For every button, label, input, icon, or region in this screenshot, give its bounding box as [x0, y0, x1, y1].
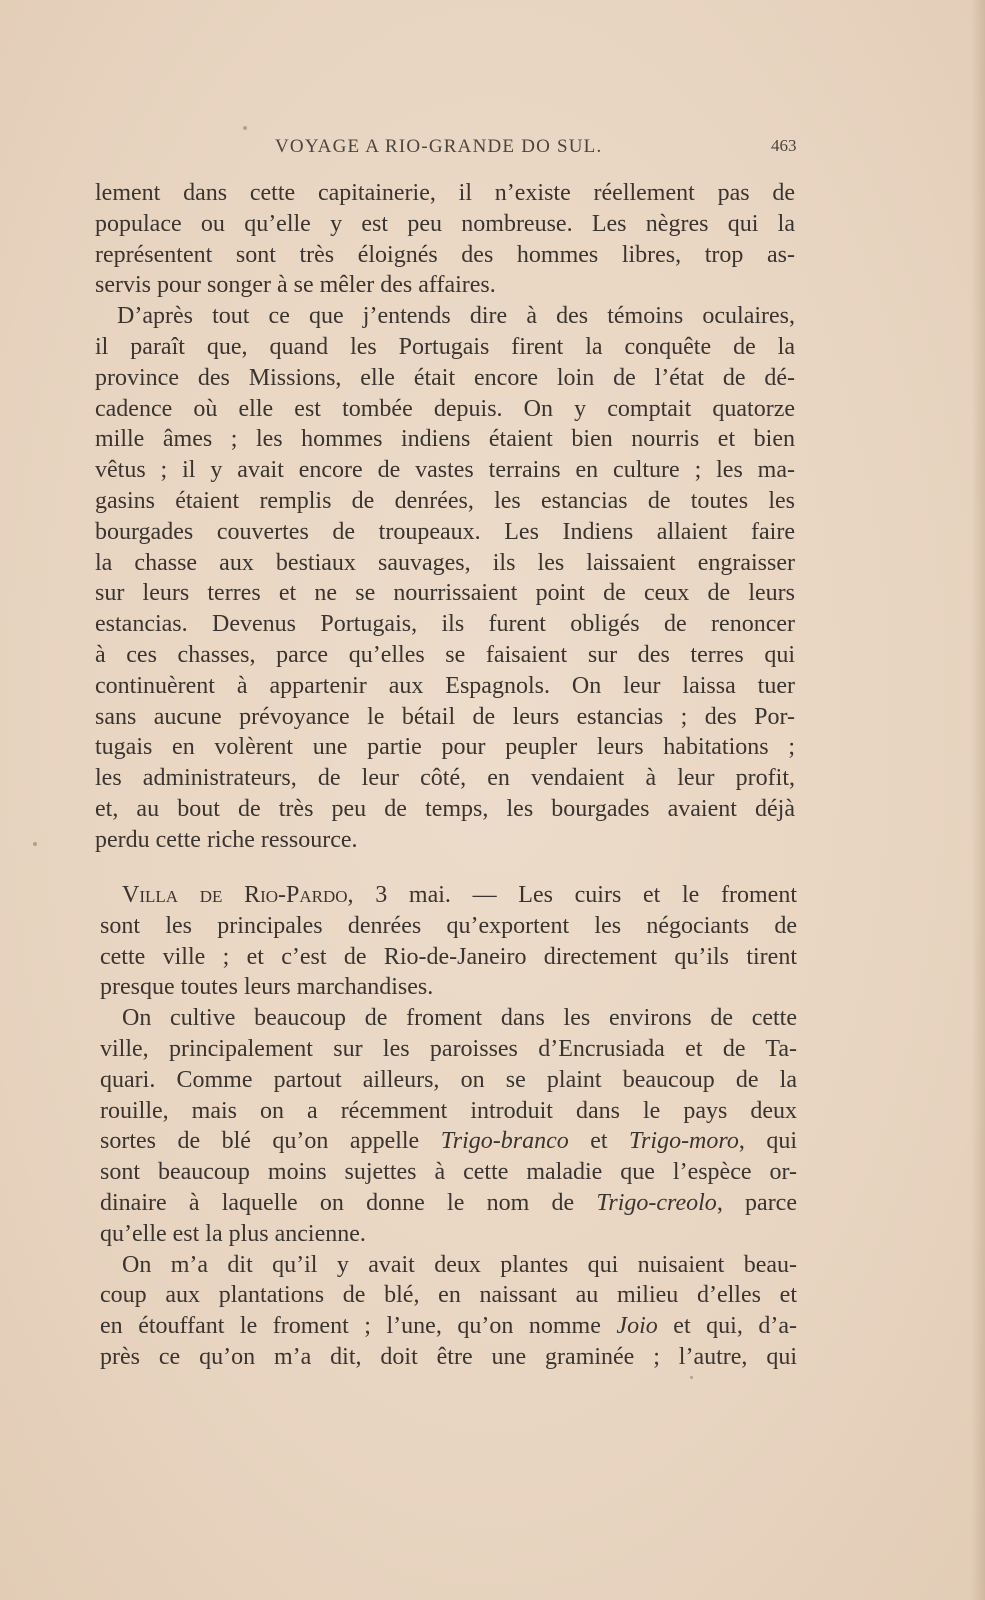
text-line: cette ville ; et c’est de Rio-de-Janeiro directement qu’ils tirent — [100, 943, 797, 970]
text-line — [100, 1126, 797, 1157]
text-line: ville, principalement sur les paroisses d’Encrusiada et de Ta- — [100, 1035, 797, 1062]
text-line: bourgades couvertes de troupeaux. Les Indiens allaient faire — [95, 518, 795, 545]
text-line: continuèrent à appartenir aux Espagnols. On leur laissa tuer — [95, 672, 795, 699]
text-run: , parce — [716, 1189, 797, 1216]
paragraph-2 — [95, 301, 795, 855]
text-run: et — [568, 1128, 630, 1155]
text-line: et, au bout de très peu de temps, les bourgades avaient déjà — [95, 795, 795, 822]
paper-speck — [690, 1376, 693, 1379]
text-line — [100, 1188, 797, 1219]
text-line: cadence où elle est tombée depuis. On y comptait quatorze — [95, 395, 795, 422]
text-line: gasins étaient remplis de denrées, les estancias de toutes les — [95, 487, 795, 514]
text-line: sans aucune prévoyance le bétail de leurs estancias ; des Por- — [95, 703, 795, 730]
paragraph-1 — [95, 178, 795, 301]
text-line: mille âmes ; les hommes indiens étaient bien nourris et bien — [95, 426, 795, 453]
text-line: près ce qu’on m’a dit, doit être une graminée ; l’autre, qui — [100, 1343, 797, 1370]
text-line: lement dans cette capitainerie, il n’existe réellement pas de — [95, 180, 795, 206]
text-line: tugais en volèrent une partie pour peupler leurs habitations ; — [95, 734, 795, 761]
plant-name: Joio — [616, 1313, 658, 1340]
text-line: quari. Comme partout ailleurs, on se plaint beaucoup de la — [100, 1066, 797, 1093]
text-line: D’après tout ce que j’entends dire à des témoins oculaires, — [117, 303, 795, 330]
text-line: coup aux plantations de blé, en naissant au milieu d’elles et — [100, 1282, 797, 1309]
paper-speck — [243, 126, 247, 130]
text-line: presque toutes leurs marchandises. — [100, 974, 434, 1001]
text-line: la chasse aux bestiaux sauvages, ils les laissaient engraisser — [95, 549, 795, 576]
text-line: sont beaucoup moins sujettes à cette maladie que l’espèce or- — [100, 1159, 797, 1186]
journal-entry — [100, 880, 797, 1003]
entry-place: Villa de Rio-Pardo — [122, 882, 348, 908]
text-line: On m’a dit qu’il y avait deux plantes qui nuisaient beau- — [122, 1251, 797, 1278]
text-line — [100, 880, 797, 911]
text-line: populace ou qu’elle y est peu nombreuse. Les nègres qui la — [95, 210, 795, 237]
paragraph-3 — [100, 1003, 797, 1249]
text-line: servis pour songer à se mêler des affaires. — [95, 272, 496, 299]
text-line — [100, 1311, 797, 1342]
species-name: Trigo-creolo — [596, 1189, 717, 1216]
text-line: perdu cette riche ressource. — [95, 826, 358, 853]
page-number: 463 — [771, 136, 797, 155]
text-run: en étouffant le froment ; l’une, qu’on nomme — [100, 1313, 617, 1340]
text-run: , qui — [738, 1128, 798, 1155]
text-line: les administrateurs, de leur côté, en vendaient à leur profit, — [95, 765, 795, 792]
text-line: il paraît que, quand les Portugais firent la conquête de la — [95, 333, 795, 360]
text-line: qu’elle est la plus ancienne. — [100, 1220, 366, 1247]
running-head — [0, 136, 985, 160]
text-line: On cultive beaucoup de froment dans les environs de cette — [122, 1005, 797, 1032]
text-run: et qui, d’a- — [657, 1313, 797, 1340]
text-run: sortes de blé qu’on appelle — [100, 1128, 441, 1155]
species-name: Trigo-moro — [629, 1128, 739, 1155]
text-line: sont les principales denrées qu’exportent les négociants de — [100, 912, 797, 939]
text-block-upper — [95, 178, 795, 856]
entry-date: , 3 mai. — Les cuirs et le froment — [347, 882, 798, 908]
text-block-lower — [100, 880, 797, 1373]
running-head-title: VOYAGE A RIO-GRANDE DO SUL. — [275, 136, 603, 157]
page-edge-shadow — [971, 0, 985, 1600]
paragraph-4 — [100, 1250, 797, 1373]
text-line: province des Missions, elle était encore loin de l’état de dé- — [95, 364, 795, 391]
text-line: sur leurs terres et ne se nourrissaient point de ceux de leurs — [95, 580, 795, 607]
paper-speck — [33, 842, 37, 846]
text-line: représentent sont très éloignés des hommes libres, trop as- — [95, 241, 795, 268]
text-line: rouille, mais on a récemment introduit dans le pays deux — [100, 1097, 797, 1124]
text-run: dinaire à laquelle on donne le nom de — [100, 1189, 597, 1216]
species-name: Trigo-branco — [440, 1128, 569, 1155]
text-line: estancias. Devenus Portugais, ils furent obligés de renoncer — [95, 611, 795, 638]
text-line: vêtus ; il y avait encore de vastes terrains en culture ; les ma- — [95, 457, 795, 484]
text-line: à ces chasses, parce qu’elles se faisaient sur des terres qui — [95, 641, 795, 668]
